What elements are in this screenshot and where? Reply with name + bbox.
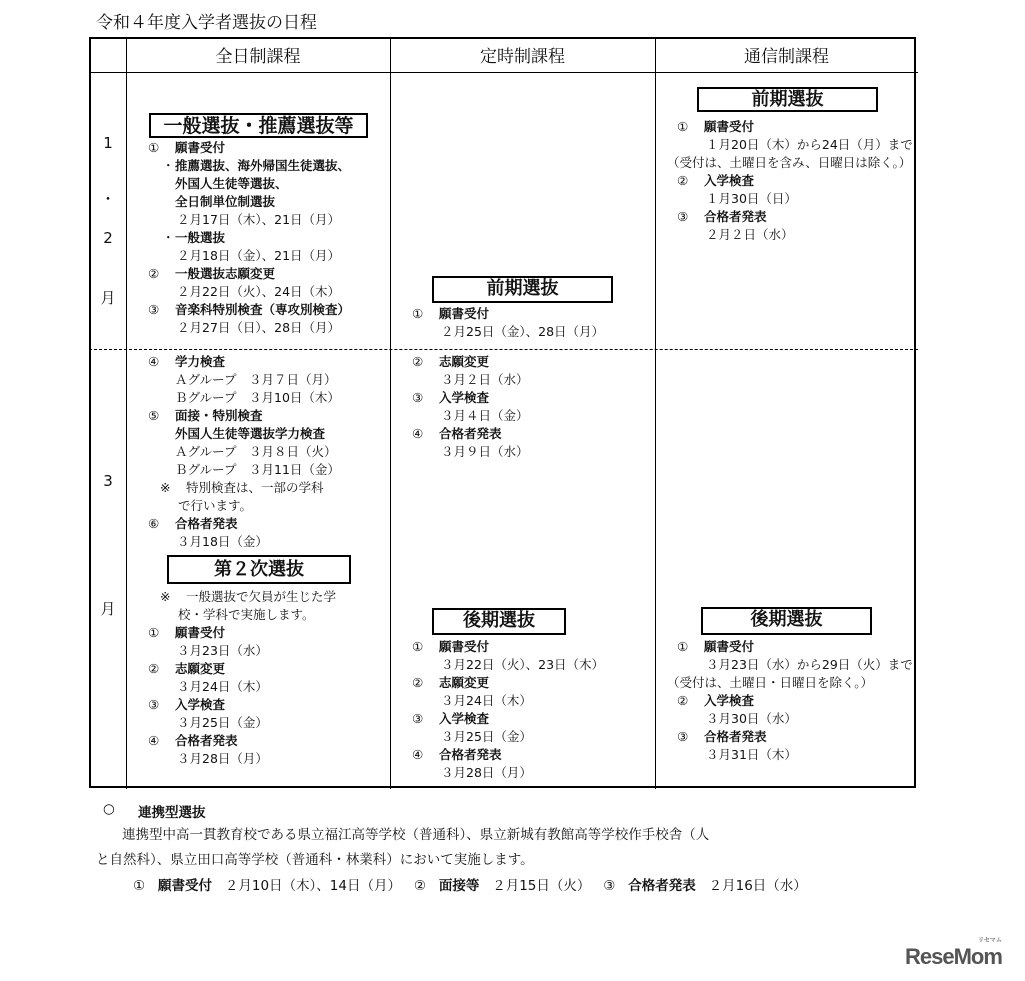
schedule-line: [390, 764, 655, 782]
line-text: 音楽科特別検査（専攻別検査）: [175, 302, 351, 317]
item-marker: ①: [412, 306, 424, 321]
correspondence-early-list: [655, 118, 918, 244]
line-text: ３月25日（金）: [441, 729, 532, 744]
line-text: 願書受付: [175, 625, 226, 640]
step-date: ２月16日（水）: [708, 878, 807, 894]
schedule-line: [126, 678, 390, 696]
line-text: ３月28日（月）: [441, 765, 532, 780]
item-marker: ③: [677, 209, 689, 224]
schedule-line: [655, 692, 918, 710]
item-marker: ※: [160, 480, 171, 495]
schedule-line: [390, 728, 655, 746]
line-text: ３月30日（水）: [706, 711, 797, 726]
item-marker: ④: [412, 747, 424, 762]
schedule-line: [126, 193, 390, 211]
month-label: 月: [100, 600, 116, 618]
item-marker: ④: [148, 354, 160, 369]
item-marker: ①: [677, 119, 689, 134]
month-label: 月: [100, 289, 116, 307]
footer-bullet: ○: [103, 801, 115, 817]
section-box-second-selection: 第２次選抜: [167, 555, 351, 584]
schedule-line: [126, 229, 390, 247]
schedule-line: [126, 353, 390, 371]
schedule-line: [126, 624, 390, 642]
schedule-line: [126, 443, 390, 461]
line-text: 特別検査は、一部の学科: [186, 480, 324, 495]
line-text: ２月25日（金）、28日（月）: [441, 324, 605, 339]
item-marker: ・: [162, 158, 175, 173]
schedule-line: [390, 638, 655, 656]
schedule-line: [655, 656, 918, 674]
schedule-line: [655, 674, 918, 692]
item-marker: ③: [412, 390, 424, 405]
line-text: 外国人生徒等選抜、: [175, 176, 288, 191]
footer-paragraph-line: と自然科）、県立田口高等学校（普通科・林業科）において実施します。: [96, 852, 534, 868]
line-text: （受付は、土曜日を含み、日曜日は除く。）: [667, 155, 912, 170]
line-text: １月20日（木）から24日（月）まで: [706, 137, 913, 152]
line-text: 入学検査: [175, 697, 226, 712]
fulltime-march-list: [126, 353, 390, 551]
schedule-line: [126, 732, 390, 750]
schedule-line: [126, 660, 390, 678]
line-text: 志願変更: [439, 675, 490, 690]
schedule-line: [655, 638, 918, 656]
schedule-line: [126, 714, 390, 732]
schedule-line: [655, 226, 918, 244]
schedule-line: [126, 696, 390, 714]
schedule-line: [126, 461, 390, 479]
schedule-line: [655, 172, 918, 190]
schedule-line: [655, 208, 918, 226]
line-text: 一般選抜で欠員が生じた学: [186, 589, 337, 604]
schedule-line: [390, 353, 655, 371]
line-text: Ａグループ ３月７日（月）: [175, 372, 337, 387]
footer-heading: 連携型選抜: [138, 805, 206, 821]
schedule-line: [390, 425, 655, 443]
schedule-line: [390, 746, 655, 764]
parttime-late-list: [390, 638, 655, 782]
resemom-logo: [905, 938, 1002, 970]
schedule-line: [655, 746, 918, 764]
step-label: 面接等: [438, 878, 480, 894]
line-text: ３月25日（金）: [177, 715, 268, 730]
line-text: 合格者発表: [175, 733, 238, 748]
schedule-line: [126, 175, 390, 193]
line-text: 志願変更: [175, 661, 226, 676]
line-text: 一般選抜志願変更: [175, 266, 276, 281]
schedule-line: [126, 139, 390, 157]
line-text: ３月23日（水）: [177, 643, 268, 658]
line-text: 推薦選抜、海外帰国生徒選抜、: [175, 158, 351, 173]
logo-small-text: リセマム: [977, 938, 1002, 944]
schedule-line: [126, 247, 390, 265]
parttime-early-march-list: [390, 353, 655, 461]
section-box-early-selection: 前期選抜: [697, 87, 878, 112]
schedule-line: [126, 371, 390, 389]
line-text: で行います。: [178, 498, 253, 513]
line-text: 合格者発表: [439, 747, 502, 762]
item-marker: ③: [677, 729, 689, 744]
schedule-line: [390, 389, 655, 407]
section-box-late-selection: 後期選抜: [701, 607, 872, 635]
section-box-late-selection: 後期選抜: [432, 608, 566, 635]
page-title: 令和４年度入学者選抜の日程: [96, 13, 317, 33]
schedule-line: [655, 118, 918, 136]
item-marker: ・: [162, 230, 175, 245]
step-marker: ②: [413, 878, 426, 894]
line-text: 合格者発表: [439, 426, 502, 441]
schedule-line: [655, 136, 918, 154]
line-text: 入学検査: [704, 693, 755, 708]
schedule-line: [126, 301, 390, 319]
line-text: ３月28日（月）: [177, 751, 268, 766]
line-text: ３月24日（木）: [441, 693, 532, 708]
schedule-line: [655, 728, 918, 746]
schedule-line: [126, 389, 390, 407]
header-fulltime: 全日制課程: [215, 47, 301, 67]
item-marker: ②: [677, 693, 689, 708]
line-text: ３月31日（木）: [706, 747, 797, 762]
line-text: 校・学科で実施します。: [178, 607, 315, 622]
item-marker: ①: [148, 625, 160, 640]
line-text: ３月24日（木）: [177, 679, 268, 694]
line-text: ３月18日（金）: [177, 534, 268, 549]
schedule-line: [390, 323, 655, 341]
line-text: ２月27日（日）、28日（月）: [177, 320, 341, 335]
item-marker: ⑥: [148, 516, 160, 531]
line-text: ３月２日（水）: [441, 372, 529, 387]
line-text: 願書受付: [439, 639, 490, 654]
schedule-line: [126, 283, 390, 301]
schedule-line: [126, 606, 390, 624]
parttime-early-list: [390, 305, 655, 341]
line-text: Ｂグループ ３月10日（木）: [175, 390, 340, 405]
line-text: 合格者発表: [175, 516, 238, 531]
line-text: ２月22日（火）、24日（木）: [177, 284, 341, 299]
item-marker: ②: [412, 354, 424, 369]
logo-text: ReseMom: [905, 944, 1002, 969]
schedule-line: [126, 479, 390, 497]
divider: [89, 72, 918, 73]
schedule-line: [126, 750, 390, 768]
item-marker: ①: [148, 140, 160, 155]
item-marker: ②: [677, 173, 689, 188]
fulltime-jan-feb-list: [126, 139, 390, 337]
schedule-line: [390, 305, 655, 323]
schedule-line: [126, 265, 390, 283]
schedule-line: [126, 157, 390, 175]
correspondence-late-list: [655, 638, 918, 764]
section-box-general-selection: 一般選抜・推薦選抜等: [149, 113, 368, 138]
line-text: ３月４日（金）: [441, 408, 529, 423]
line-text: 合格者発表: [704, 209, 767, 224]
step-label: 願書受付: [157, 878, 212, 894]
item-marker: ②: [148, 266, 160, 281]
item-marker: ①: [677, 639, 689, 654]
line-text: ３月22日（火）、23日（木）: [441, 657, 605, 672]
item-marker: ⑤: [148, 408, 160, 423]
schedule-line: [126, 533, 390, 551]
item-marker: ③: [148, 302, 160, 317]
schedule-line: [390, 371, 655, 389]
line-text: ２月18日（金）、21日（月）: [177, 248, 341, 263]
schedule-line: [655, 154, 918, 172]
schedule-line: [126, 425, 390, 443]
schedule-line: [126, 497, 390, 515]
schedule-line: [655, 710, 918, 728]
item-marker: ③: [148, 697, 160, 712]
schedule-line: [390, 407, 655, 425]
schedule-line: [390, 692, 655, 710]
line-text: 入学検査: [439, 711, 490, 726]
line-text: 願書受付: [704, 119, 755, 134]
schedule-line: [126, 211, 390, 229]
line-text: １月30日（日）: [706, 191, 797, 206]
header-correspondence: 通信制課程: [744, 47, 829, 67]
step-marker: ①: [133, 878, 146, 894]
month-label: ・: [100, 190, 116, 208]
item-marker: ④: [148, 733, 160, 748]
line-text: 願書受付: [175, 140, 226, 155]
step-marker: ③: [603, 878, 616, 894]
line-text: 学力検査: [175, 354, 226, 369]
schedule-line: [390, 674, 655, 692]
line-text: 志願変更: [439, 354, 490, 369]
line-text: （受付は、土曜日・日曜日を除く。）: [667, 675, 874, 690]
schedule-line: [126, 642, 390, 660]
line-text: 願書受付: [704, 639, 755, 654]
item-marker: ②: [148, 661, 160, 676]
line-text: Ｂグループ ３月11日（金）: [175, 462, 340, 477]
item-marker: ①: [412, 639, 424, 654]
header-parttime: 定時制課程: [480, 47, 565, 67]
step-date: ２月15日（火）: [492, 878, 591, 894]
item-marker: ②: [412, 675, 424, 690]
schedule-line: [390, 710, 655, 728]
schedule-line: [655, 190, 918, 208]
line-text: ３月23日（水）から29日（火）まで: [706, 657, 913, 672]
line-text: 外国人生徒等選抜学力検査: [175, 426, 326, 441]
line-text: 願書受付: [439, 306, 490, 321]
line-text: 合格者発表: [704, 729, 767, 744]
section-box-early-selection: 前期選抜: [432, 276, 613, 303]
schedule-line: [390, 443, 655, 461]
line-text: ３月９日（水）: [441, 444, 529, 459]
month-label: 2: [103, 229, 113, 247]
line-text: ２月２日（水）: [706, 227, 794, 242]
item-marker: ③: [412, 711, 424, 726]
item-marker: ④: [412, 426, 424, 441]
line-text: 入学検査: [439, 390, 490, 405]
month-divider: [89, 349, 918, 350]
footer-steps: [133, 874, 807, 894]
line-text: 入学検査: [704, 173, 755, 188]
schedule-line: [126, 515, 390, 533]
line-text: 面接・特別検査: [175, 408, 263, 423]
schedule-line: [126, 407, 390, 425]
line-text: 一般選抜: [175, 230, 226, 245]
item-marker: ※: [160, 589, 171, 604]
fulltime-second-list: [126, 588, 390, 768]
schedule-line: [126, 588, 390, 606]
line-text: 全日制単位制選抜: [175, 194, 276, 209]
line-text: ２月17日（木）、21日（月）: [177, 212, 341, 227]
step-label: 合格者発表: [628, 878, 696, 894]
footer-paragraph-line: 連携型中高一貫教育校である県立福江高等学校（普通科）、県立新城有教館高等学校作手校舎（人: [122, 827, 710, 843]
line-text: Ａグループ ３月８日（火）: [175, 444, 337, 459]
step-date: ２月10日（木）、14日（月）: [224, 878, 401, 894]
schedule-line: [390, 656, 655, 674]
month-label: 3: [103, 472, 113, 490]
schedule-line: [126, 319, 390, 337]
month-label: 1: [103, 134, 113, 152]
